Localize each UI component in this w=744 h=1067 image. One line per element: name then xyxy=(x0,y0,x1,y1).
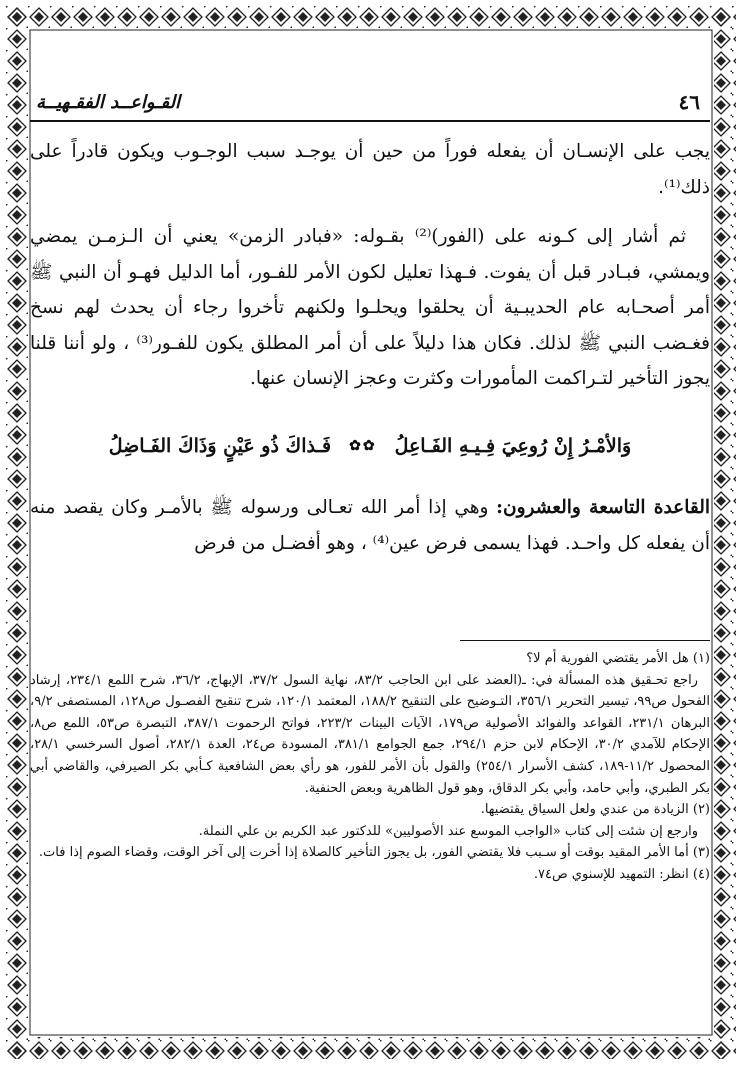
footnote-1: (١) هل الأمر يقتضي الفورية أم لا؟ xyxy=(526,651,710,666)
header-rule xyxy=(30,120,710,122)
footnote-2: (٢) الزيادة من عندي ولعل السياق يقتضيها. xyxy=(480,802,710,818)
verse-separator: ✿✿ xyxy=(349,437,377,454)
book-page xyxy=(30,74,710,1027)
verse-line xyxy=(30,429,710,465)
paragraph-2: ثم أشار إلى كـونه على (الفور)⁽²⁾ بقـوله: «فبادر الزمن» يعني أن الـزمـن يمضي ويمشي، فبـادر قبل أن يفوت. فـهذا تعليل لكون الأمر للفـور، أما الدليل فهـو أن النبي ﷺ أمر أصحـابه عام الحديبـية أن يحلقوا ويحلـوا ولكنهم تأخروا رجاء أن يحدث لهم نسخ فغـضب النبي ﷺ لذلك. فكان هذا دليلاً على أن أمر المطلق يكون للفـور⁽³⁾ ، ولو أننا قلنا يجوز التأخير لتـراكمت المأمورات وكثرت وعجز الإنسان عنها. xyxy=(30,226,710,389)
page-number: ٤٦ xyxy=(678,90,700,114)
footnote-3: (٣) أما الأمر المقيد بوقت أو سـبب فلا يقتضي الفور، بل يجوز التأخير كالصلاة إذا أخرت إلى آخر الوقت، وقضاء الصوم إذا فات. xyxy=(38,845,710,861)
rule-text: وهي إذا أمر الله تعـالى ورسوله ﷺ بالأمـر وكان يقصد منه أن يفعله كل واحـد. فهذا يسمى فرض عين⁽⁴⁾ ، وهو أفضـل من فرض xyxy=(30,497,710,554)
footnotes xyxy=(30,648,710,886)
verse-second-hemistich: فَـذاكَ ذُو عَيْنٍ وَذَاكَ الفَـاضِلُ xyxy=(108,434,332,457)
main-text xyxy=(30,134,710,561)
footnote-4: (٤) انظر: التمهيد للإسنوي ص٧٤. xyxy=(533,866,710,882)
paragraph-3 xyxy=(30,490,710,561)
paragraph-1: يجب على الإنسـان أن يفعله فوراً من حين أن يوجـد سبب الوجـوب ويكون قادراً على ذلك⁽¹⁾. xyxy=(30,141,710,198)
running-title: القـواعــد الفقـهيــة xyxy=(36,92,181,113)
running-header xyxy=(30,92,710,116)
rule-heading: القاعدة التاسعة والعشرون: xyxy=(496,497,710,518)
footnote-separator xyxy=(460,640,710,641)
verse-first-hemistich: وَالأمْـرُ إِنْ رُوعِيَ فِـيـهِ الفَـاعِلُ xyxy=(394,434,632,457)
footnote-1-references: راجع تحـقيق هذه المسألة في: ـ(العضد على ابن الحاجب ٨٣/٢، نهاية السول ٣٧/٢، الإبهاج، ٣٦/٢، شرح اللمع ٢٣٤/١، إرشاد الفحول ص٩٩، تيسير التحرير ٣٥٦/١، التـوضيح على التنقيح ١٨٨/٢، المعتمد ١٢٠/١، شرح تنقيح الفصـول ص١٢٨، المستصفى ٩/٢، البرهان ٢٣١/١، القواعد والفوائد الأصولية ص١٧٩، الآيات البينات ٢٢٣/٢، فواتح الرحموت ٣٨٧/١، التبصرة ص٥٣، اللمع ص٨، الإحكام للآمدي ٣٠/٢، الإحكام لابن حزم ٢٩٤/١، جمع الجوامع ٣٨١/١، المسودة ص٢٤، العدة ٢٨٢/١، أصول السرخسي ٢٨/١، المحصول ١١/٢-١٨٩، كشف الأسرار ٢٥٤/١) والقول بأن الأمر للفور، هو رأي بعض الشافعية كـأبي بكر الصيرفي، والقاضي أبي بكر الطبري، وأبي حامد، وأبي بكر الدقاق، وهو قول الظاهرية وبعض الحنفية. xyxy=(30,672,711,796)
footnote-2-references: وارجع إن شئت إلى كتاب «الواجب الموسع عند الأصوليين» للدكتور عبد الكريم بن علي النملة. xyxy=(198,823,698,839)
